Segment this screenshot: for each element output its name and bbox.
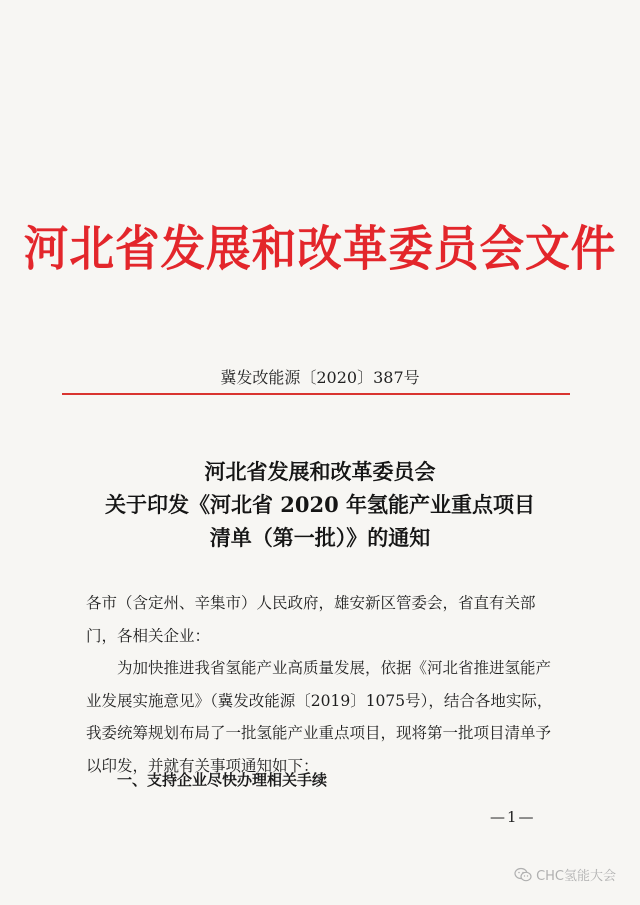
intro-paragraph: 为加快推进我省氢能产业高质量发展，依据《河北省推进氢能产业发展实施意见》（冀发改能源〔2019〕1075号），结合各地实际，我委统筹规划布局了一批氢能产业重点项目，现将第一批项目清单予以印发，并就有关事项通知如下： <box>86 659 553 775</box>
wechat-icon <box>514 867 532 883</box>
watermark <box>514 865 616 884</box>
document-header-title: 河北省发展和改革委员会文件 <box>23 221 617 277</box>
notice-body <box>86 587 556 782</box>
watermark-text: CHC氢能大会 <box>536 869 616 884</box>
page-number: —1— <box>490 808 536 826</box>
red-divider-line <box>62 393 570 395</box>
document-number: 冀发改能源〔2020〕387号 <box>220 368 420 387</box>
addressee-paragraph: 各市（含定州、辛集市）人民政府，雄安新区管委会，省直有关部门，各相关企业： <box>86 594 536 645</box>
section-heading-1: 一、支持企业尽快办理相关手续 <box>117 771 328 789</box>
notice-title <box>0 455 640 554</box>
notice-title-line-1: 河北省发展和改革委员会 <box>204 459 436 484</box>
notice-title-line-3: 清单（第一批）》的通知 <box>209 525 431 550</box>
notice-title-line-2: 关于印发《河北省 2020 年氢能产业重点项目 <box>104 492 536 517</box>
